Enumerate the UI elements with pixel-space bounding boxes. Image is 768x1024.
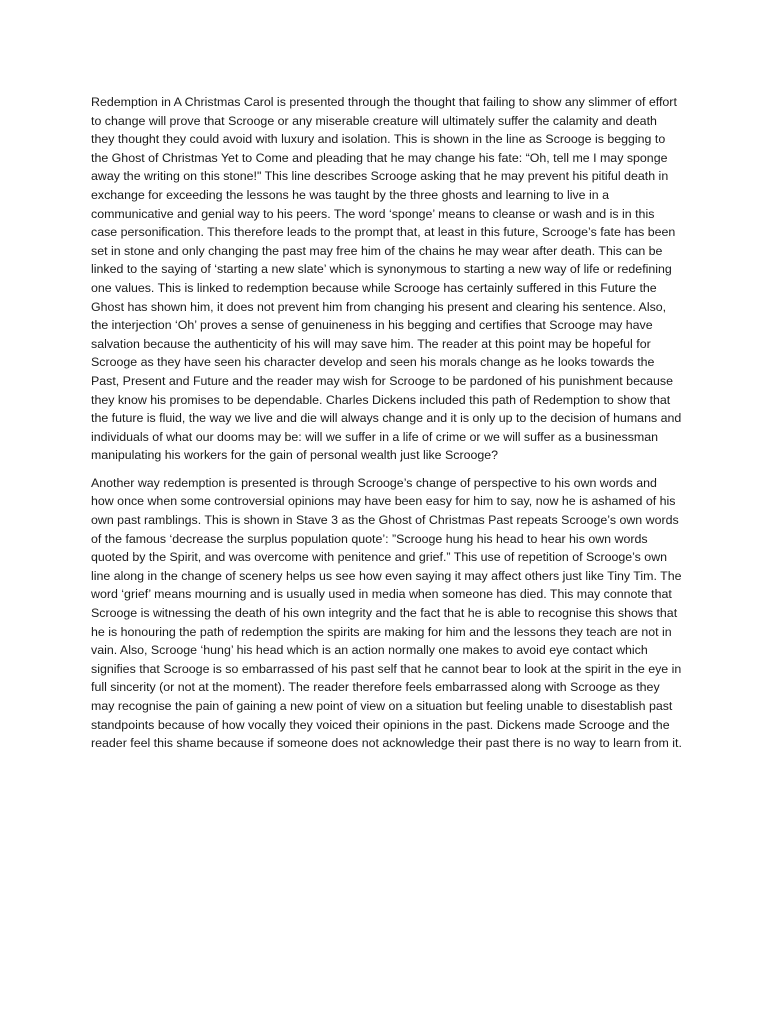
document-page	[91, 93, 683, 762]
paragraph-redemption-future: Redemption in A Christmas Carol is presented through the thought that failing to show any slimmer of effort to change will prove that Scrooge or any miserable creature will ultimately suffer the calamity and death they thought they could avoid with luxury and isolation. This is shown in the line as Scrooge is begging to the Ghost of Christmas Yet to Come and pleading that he may change his fate: “Oh, tell me I may sponge away the writing on this stone!" This line describes Scrooge asking that he may prevent his pitiful death in exchange for exceeding the lessons he was taught by the three ghosts and learning to live in a communicative and genial way to his peers. The word ‘sponge’ means to cleanse or wash and is in this case personification. This therefore leads to the prompt that, at least in this future, Scrooge’s fate has been set in stone and only changing the past may free him of the chains he may wear after death. This can be linked to the saying of ‘starting a new slate’ which is synonymous to starting a new way of life or redefining one values. This is linked to redemption because while Scrooge has certainly suffered in this Future the Ghost has shown him, it does not prevent him from changing his present and clearing his sentence. Also, the interjection ‘Oh’ proves a sense of genuineness in his begging and certifies that Scrooge may have salvation because the authenticity of his will may save him. The reader at this point may be hopeful for Scrooge as they have seen his character develop and seen his morals change as he looks towards the Past, Present and Future and the reader may wish for Scrooge to be pardoned of his punishment because they know his promises to be dependable. Charles Dickens included this path of Redemption to show that the future is fluid, the way we live and die will always change and it is only up to the decision of humans and individuals of what our dooms may be: will we suffer in a life of crime or we will suffer as a businessman manipulating his workers for the gain of personal wealth just like Scrooge?	[91, 95, 682, 463]
paragraph-redemption-perspective: Another way redemption is presented is through Scrooge’s change of perspective to his own words and how once when some controversial opinions may have been easy for him to say, now he is ashamed of his own past ramblings. This is shown in Stave 3 as the Ghost of Christmas Past repeats Scrooge’s own words of the famous ‘decrease the surplus population quote’: ”Scrooge hung his head to hear his own words quoted by the Spirit, and was overcome with penitence and grief.” This use of repetition of Scrooge’s own line along in the change of scenery helps us see how even saying it may affect others just like Tiny Tim. The word ‘grief’ means mourning and is usually used in media when someone has died. This may connote that Scrooge is witnessing the death of his own integrity and the fact that he is able to recognise this shows that he is honouring the path of redemption the spirits are making for him and the lessons they teach are not in vain. Also, Scrooge ‘hung’ his head which is an action normally one makes to avoid eye contact which signifies that Scrooge is so embarrassed of his past self that he cannot bear to look at the spirit in the eye in full sincerity (or not at the moment). The reader therefore feels embarrassed along with Scrooge as they may recognise the pain of gaining a new point of view on a situation but feeling unable to disestablish past standpoints because of how vocally they voiced their opinions in the past. Dickens made Scrooge and the reader feel this shame because if someone does not acknowledge their past there is no way to learn from it.	[91, 475, 682, 751]
